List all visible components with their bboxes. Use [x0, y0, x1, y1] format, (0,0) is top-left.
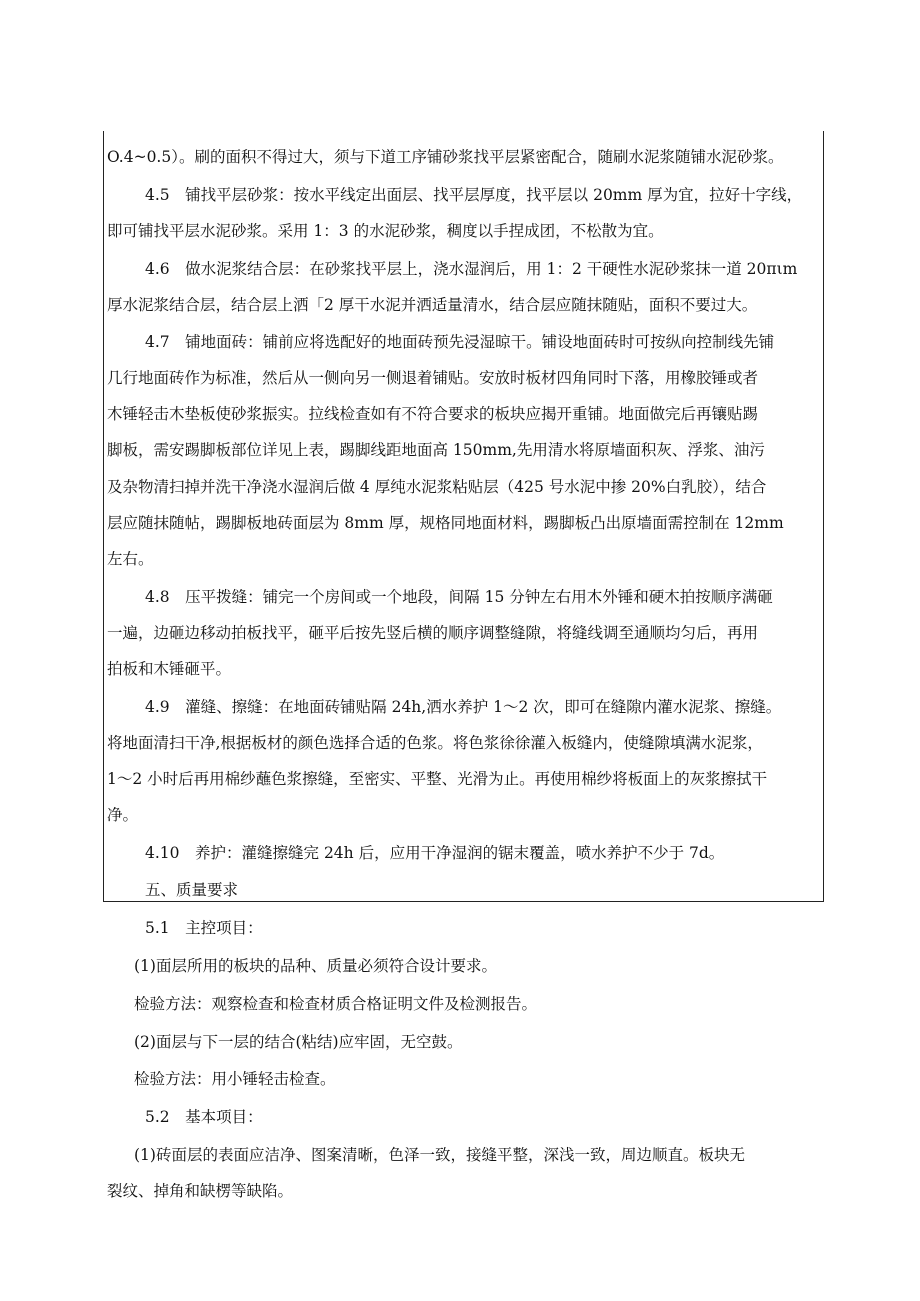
paragraph-4-7-line-1: 4.7 铺地面砖：铺前应将选配好的地面砖预先浸湿晾干。铺设地面砖时可按纵向控制线先铺	[145, 333, 775, 351]
paragraph-4-7-line-5: 及杂物清扫掉并洗干净浇水湿润后做 4 厚纯水泥浆粘贴层（425 号水泥中掺 20%白乳胶），结合	[107, 478, 767, 496]
paragraph-4-6-line-2: 厚水泥浆结合层，结合层上洒「2 厚干水泥并洒适量清水，结合层应随抹随贴，面积不要过大。	[107, 296, 758, 314]
paragraph-4-7-line-4: 脚板，需安踢脚板部位详见上表，踢脚线距地面高 150mm,先用清水将原墙面积灰、浮浆、油污	[107, 441, 765, 459]
paragraph-4-9-line-4: 净。	[107, 806, 139, 824]
paragraph-4-8-line-2: 一遍，边砸边移动拍板找平，砸平后按先竖后横的顺序调整缝隙，将缝线调至通顺均匀后，再用	[107, 624, 759, 642]
subheading-5-2: 5.2 基本项目：	[145, 1108, 263, 1126]
paragraph-4-5-line-2: 即可铺找平层水泥砂浆。采用 1：3 的水泥砂浆，稠度以手捏成团，不松散为宜。	[107, 222, 664, 240]
paragraph-4-9-line-3: 1～2 小时后再用棉纱蘸色浆擦缝，至密实、平整、光滑为止。再使用棉纱将板面上的灰浆擦拭干	[107, 770, 768, 788]
paragraph-4-10: 4.10 养护：灌缝擦缝完 24h 后，应用干净湿润的锯末覆盖，喷水养护不少于 7d。	[145, 844, 725, 862]
item-3-line-1: (1)砖面层的表面应洁净、图案清晰，色泽一致，接缝平整，深浅一致，周边顺直。板块无	[134, 1146, 745, 1164]
item-3-line-2: 裂纹、掉角和缺楞等缺陷。	[107, 1182, 294, 1200]
paragraph-4-7-line-2: 几行地面砖作为标准，然后从一侧向另一侧退着铺贴。安放时板材四角同时下落，用橡胶锤或者	[107, 369, 759, 387]
paragraph-4-7-line-3: 木锤轻击木垫板使砂浆振实。拉线检查如有不符合要求的板块应揭开重铺。地面做完后再镶贴踢	[107, 405, 759, 423]
paragraph-4-6-line-1: 4.6 做水泥浆结合层：在砂浆找平层上，浇水湿润后，用 1：2 干硬性水泥砂浆抹一道 20πιm	[145, 260, 798, 278]
paragraph-continuation: O.4~0.5）。刷的面积不得过大，须与下道工序铺砂浆找平层紧密配合，随刷水泥浆随铺水泥砂浆。	[107, 148, 784, 166]
paragraph-4-8-line-3: 拍板和木锤砸平。	[107, 660, 232, 678]
paragraph-4-7-line-6: 层应随抹随帖，踢脚板地砖面层为 8mm 厚，规格同地面材料，踢脚板凸出原墙面需控制在 12mm	[107, 514, 784, 532]
inspection-method-2: 检验方法：用小锤轻击检查。	[134, 1070, 336, 1088]
inspection-method-1: 检验方法：观察检查和检查材质合格证明文件及检测报告。	[134, 995, 538, 1013]
paragraph-4-7-line-7: 左右。	[107, 550, 154, 568]
paragraph-4-9-line-1: 4.9 灌缝、擦缝：在地面砖铺贴隔 24h,洒水养护 1～2 次，即可在缝隙内灌水泥浆、擦缝。	[145, 698, 782, 716]
paragraph-4-5-line-1: 4.5 铺找平层砂浆：按水平线定出面层、找平层厚度，找平层以 20mm 厚为宜，拉好十字线，	[145, 186, 803, 204]
section-heading-quality: 五、质量要求	[145, 881, 239, 899]
subheading-5-1: 5.1 主控项目：	[145, 919, 263, 937]
item-2: (2)面层与下一层的结合(粘结)应牢固，无空鼓。	[134, 1033, 463, 1051]
item-1: (1)面层所用的板块的品种、质量必须符合设计要求。	[134, 957, 497, 975]
paragraph-4-9-line-2: 将地面清扫干净,根据板材的颜色选择合适的色浆。将色浆徐徐灌入板缝内，使缝隙填满水泥浆，	[107, 734, 763, 752]
paragraph-4-8-line-1: 4.8 压平拨缝：铺完一个房间或一个地段，间隔 15 分钟左右用木外锤和硬木拍按顺序满砸	[145, 588, 773, 606]
